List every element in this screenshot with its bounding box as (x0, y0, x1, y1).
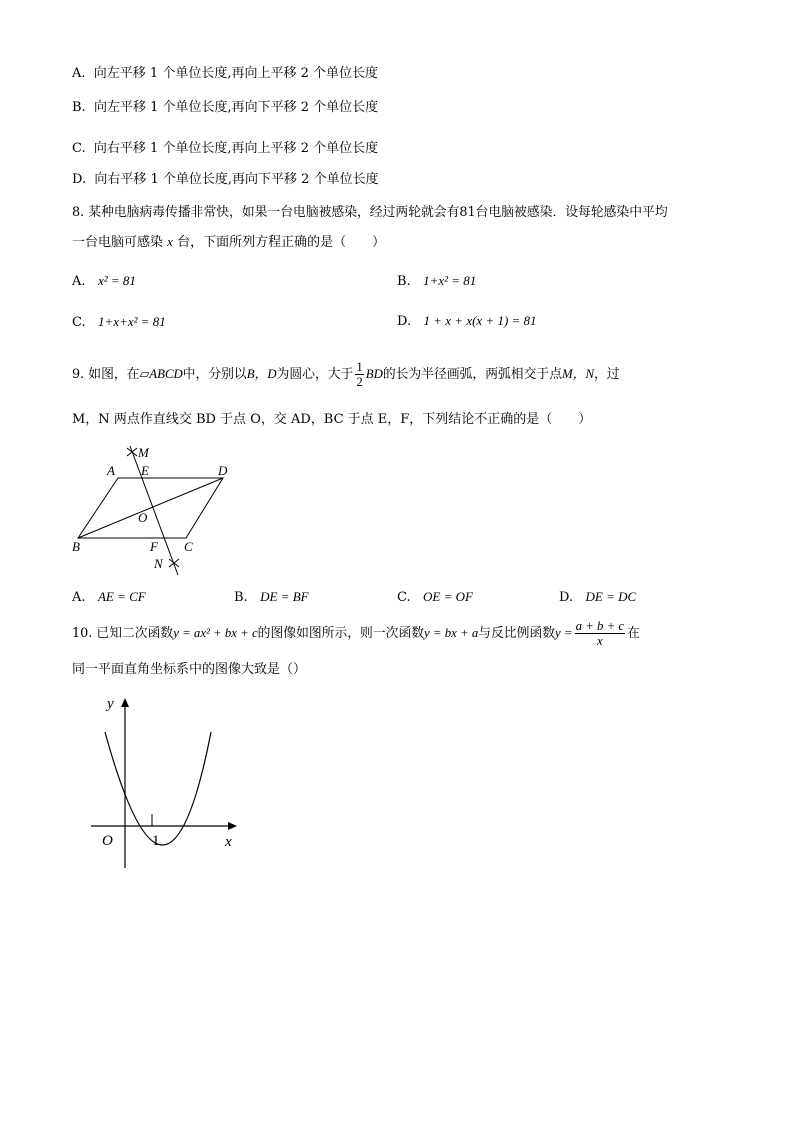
q9-text-line2: M，N 两点作直线交 BD 于点 O，交 AD，BC 于点 E，F，下列结论不正确的是（ ） (72, 412, 592, 427)
q10-stem-line1 (72, 613, 640, 653)
q9-text-b: 中，分别以 (182, 367, 247, 382)
q9-option-a-label: A. (72, 590, 86, 605)
q8-stem-text2b: 台，下面所列方程正确的是（ ） (177, 235, 386, 250)
q9-parallelogram: ▱ABCD (139, 367, 183, 381)
axis-label-y: y (107, 696, 114, 712)
q9-option-a (72, 589, 146, 606)
x-axis-arrow (228, 822, 237, 830)
q8-option-a-label: A. (72, 274, 86, 289)
q9-stem-line2 (72, 412, 591, 428)
q10-stem-line2 (72, 662, 306, 678)
label-a: A (107, 463, 115, 478)
label-d: D (218, 463, 228, 478)
q8-option-c-expr: 1+x+x² = 81 (98, 314, 166, 329)
q8-option-b-expr: 1+x² = 81 (423, 273, 477, 288)
q7-option-d-text: 向右平移 1 个单位长度,再向下平移 2 个单位长度 (94, 172, 379, 187)
q8-stem-text1: 8. 某种电脑病毒传播非常快，如果一台电脑被感染，经过两轮就会有81台电脑被感染．设每轮感染中平均 (72, 205, 668, 220)
arc-mark-m (127, 448, 137, 456)
q7-option-b (72, 100, 378, 116)
q7-option-b-label: B. (72, 100, 86, 115)
q7-option-d (72, 172, 379, 188)
q9-option-c-expr: OE = OF (423, 589, 473, 604)
diagonal-bd (78, 478, 223, 538)
q10-text-d: 在 (627, 626, 640, 641)
q8-stem-line2 (72, 234, 385, 251)
q9-option-b-label: B. (234, 590, 248, 605)
q8-option-a-expr: x² = 81 (97, 273, 136, 288)
axis-label-x: x (225, 834, 232, 850)
q10-parabola-graph (85, 690, 245, 875)
q7-option-c-text: 向右平移 1 个单位长度,再向上平移 2 个单位长度 (93, 141, 379, 156)
q10-linear: y = bx + a (424, 626, 479, 640)
q9-option-c (397, 589, 473, 606)
q9-segment-bd: BD (365, 367, 383, 381)
q7-option-d-label: D. (72, 172, 87, 187)
q8-option-a (72, 273, 136, 290)
q10-quadratic: y = ax² + bx + c (173, 626, 258, 640)
label-c: C (184, 539, 193, 554)
q7-option-c-label: C. (72, 141, 86, 156)
q9-option-d-label: D. (559, 590, 574, 605)
q8-option-d-label: D. (397, 314, 412, 329)
q9-parallelogram-figure (68, 440, 248, 580)
q9-frac-num: 1 (356, 360, 363, 374)
q9-text-d: 的长为半径画弧，两弧相交于点 (382, 367, 562, 382)
q7-option-a-label: A. (72, 66, 86, 81)
q10-text-c: 与反比例函数 (478, 626, 556, 641)
origin-label: O (102, 833, 113, 849)
q9-frac-den: 2 (356, 375, 363, 389)
q9-text-a: 9. 如图，在 (72, 367, 140, 382)
label-o: O (138, 510, 148, 525)
q7-option-a (72, 66, 378, 82)
q9-text-c: 为圆心，大于 (276, 367, 354, 382)
q8-option-b-label: B. (397, 274, 411, 289)
q9-option-d (559, 589, 636, 606)
label-m: M (138, 445, 149, 460)
q10-recip-den: x (596, 634, 603, 648)
q7-option-c (72, 141, 378, 157)
q9-centers: B，D (246, 367, 277, 381)
q9-option-c-label: C. (397, 590, 411, 605)
q7-option-b-text: 向左平移 1 个单位长度,再向下平移 2 个单位长度 (93, 100, 379, 115)
q10-text-line2: 同一平面直角坐标系中的图像大致是（） (72, 662, 307, 677)
q8-option-d (397, 313, 537, 330)
q7-option-a-text: 向左平移 1 个单位长度,再向上平移 2 个单位长度 (93, 66, 379, 81)
q9-option-b (234, 589, 309, 606)
q8-option-c-label: C. (72, 315, 86, 330)
parabola-curve (105, 732, 211, 845)
q8-option-c (72, 314, 166, 331)
label-f: F (150, 539, 158, 554)
q9-option-a-expr: AE = CF (97, 589, 146, 604)
q10-text-b: 的图像如图所示，则一次函数 (257, 626, 425, 641)
label-b: B (72, 539, 80, 554)
q9-option-b-expr: DE = BF (260, 589, 309, 604)
q8-option-b (397, 273, 476, 290)
q9-half-fraction (355, 360, 363, 389)
q9-points-mn: M，N (561, 367, 594, 381)
q9-option-d-expr: DE = DC (585, 589, 637, 604)
tick-label-one: 1 (152, 833, 160, 849)
q9-text-e: ，过 (593, 367, 620, 382)
q10-recip-num: a + b + c (575, 619, 625, 633)
label-n: N (154, 556, 163, 571)
q8-option-d-expr: 1 + x + x(x + 1) = 81 (423, 313, 537, 328)
q8-stem-line1 (72, 205, 668, 221)
y-axis-arrow (121, 698, 129, 707)
arc-mark-n (169, 559, 179, 567)
q9-stem-line1 (72, 354, 620, 394)
q10-recip-lhs: y = (555, 626, 573, 640)
q10-text-a: 10. 已知二次函数 (72, 626, 174, 641)
q8-stem-text2a: 一台电脑可感染 (72, 235, 164, 250)
q10-recip-fraction (575, 619, 626, 648)
q8-variable-x: x (167, 234, 173, 249)
label-e: E (141, 463, 149, 478)
